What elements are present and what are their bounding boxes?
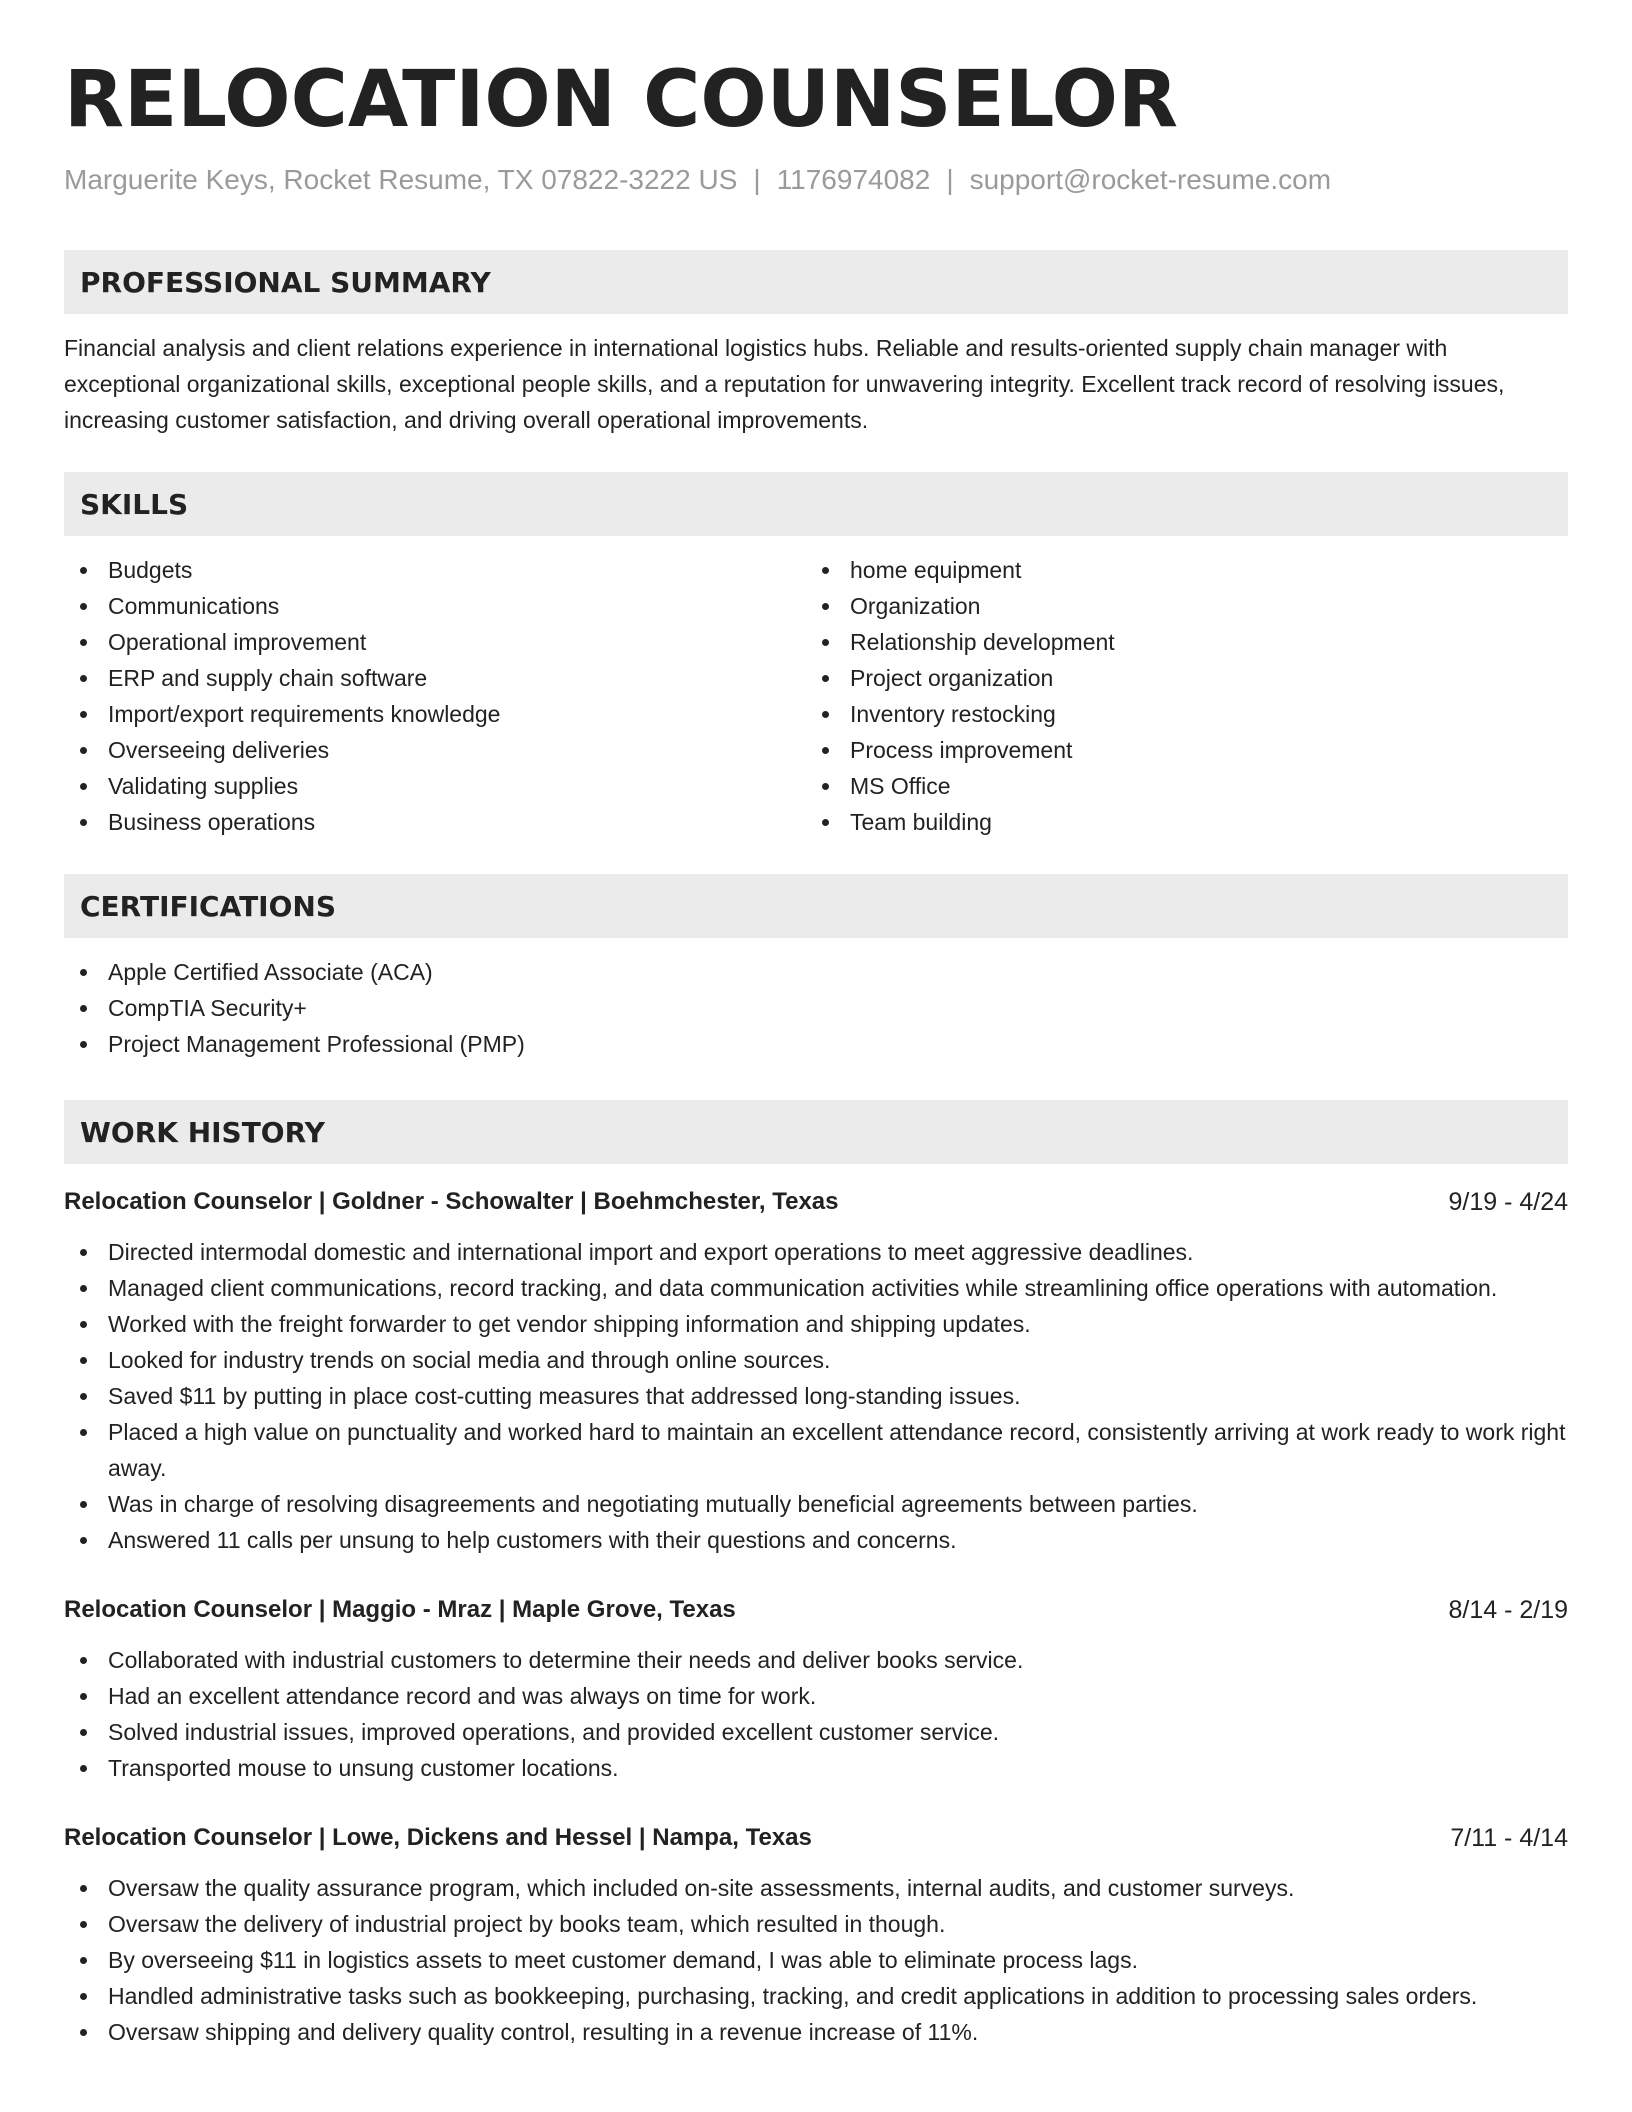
skill-item: Operational improvement	[64, 624, 806, 660]
skill-item: Communications	[64, 588, 806, 624]
job-dates: 7/11 - 4/14	[1450, 1824, 1568, 1852]
job-title: Relocation Counselor | Goldner - Schowalter | Boehmchester, Texas	[64, 1188, 839, 1215]
job-title: Relocation Counselor | Maggio - Mraz | Maple Grove, Texas	[64, 1596, 736, 1623]
skill-item: home equipment	[806, 552, 1548, 588]
skills-grid	[64, 552, 1568, 840]
job-bullets	[64, 1234, 1568, 1558]
job-bullet: Solved industrial issues, improved operations, and provided excellent customer service.	[64, 1714, 1568, 1750]
job-bullet: Saved $11 by putting in place cost-cutting measures that addressed long-standing issues.	[64, 1378, 1568, 1414]
skill-item: Business operations	[64, 804, 806, 840]
job-header	[64, 1184, 1568, 1220]
job-bullet: Worked with the freight forwarder to get vendor shipping information and shipping updates.	[64, 1306, 1568, 1342]
skill-item: Project organization	[806, 660, 1548, 696]
section-heading-summary: PROFESSIONAL SUMMARY	[64, 250, 1568, 314]
resume-page	[64, 50, 1568, 2050]
skill-item: Import/export requirements knowledge	[64, 696, 806, 732]
job-entry	[64, 1820, 1568, 2050]
job-bullet: Managed client communications, record tracking, and data communication activities while streamlining office operations with automation.	[64, 1270, 1568, 1306]
certification-item: Apple Certified Associate (ACA)	[64, 954, 1568, 990]
skills-list-right	[806, 552, 1548, 840]
contact-line	[64, 162, 1568, 198]
skill-item: Inventory restocking	[806, 696, 1548, 732]
job-dates: 8/14 - 2/19	[1448, 1596, 1568, 1624]
job-entry	[64, 1184, 1568, 1558]
certification-item: Project Management Professional (PMP)	[64, 1026, 1568, 1062]
skill-item: Overseeing deliveries	[64, 732, 806, 768]
section-heading-work-history: WORK HISTORY	[64, 1100, 1568, 1164]
job-bullet: Answered 11 calls per unsung to help customers with their questions and concerns.	[64, 1522, 1568, 1558]
skill-item: Validating supplies	[64, 768, 806, 804]
job-bullet: Placed a high value on punctuality and worked hard to maintain an excellent attendance record, consistently arriving at work ready to work right away.	[64, 1414, 1568, 1486]
job-entry	[64, 1592, 1568, 1786]
job-bullet: Looked for industry trends on social media and through online sources.	[64, 1342, 1568, 1378]
job-bullet: Transported mouse to unsung customer locations.	[64, 1750, 1568, 1786]
job-bullet: Directed intermodal domestic and international import and export operations to meet aggressive deadlines.	[64, 1234, 1568, 1270]
contact-address: Marguerite Keys, Rocket Resume, TX 07822-3222 US	[64, 164, 738, 195]
skill-item: ERP and supply chain software	[64, 660, 806, 696]
contact-separator: |	[753, 164, 761, 195]
job-bullet: Collaborated with industrial customers to determine their needs and deliver books service.	[64, 1642, 1568, 1678]
skill-item: Organization	[806, 588, 1548, 624]
skills-list-left	[64, 552, 806, 840]
skill-item: Relationship development	[806, 624, 1548, 660]
job-header	[64, 1592, 1568, 1628]
certifications-list	[64, 954, 1568, 1062]
section-heading-certifications: CERTIFICATIONS	[64, 874, 1568, 938]
job-bullet: Had an excellent attendance record and was always on time for work.	[64, 1678, 1568, 1714]
summary-text: Financial analysis and client relations experience in international logistics hubs. Reliable and results-oriented supply chain manager with exceptional organizational skills, exceptional people skills, and a reputation for unwavering integrity. Excellent track record of resolving issues, increasing customer satisfaction, and driving overall operational improvements.	[64, 335, 1505, 433]
job-header	[64, 1820, 1568, 1856]
job-bullet: Was in charge of resolving disagreements and negotiating mutually beneficial agreements between parties.	[64, 1486, 1568, 1522]
skill-item: MS Office	[806, 768, 1548, 804]
job-bullet: Handled administrative tasks such as bookkeeping, purchasing, tracking, and credit applications in addition to processing sales orders.	[64, 1978, 1568, 2014]
job-bullet: By overseeing $11 in logistics assets to meet customer demand, I was able to eliminate process lags.	[64, 1942, 1568, 1978]
contact-separator: |	[946, 164, 954, 195]
resume-title: RELOCATION COUNSELOR	[64, 55, 1179, 145]
contact-phone: 1176974082	[776, 164, 931, 195]
job-title: Relocation Counselor | Lowe, Dickens and Hessel | Nampa, Texas	[64, 1824, 812, 1851]
job-bullet: Oversaw the quality assurance program, which included on-site assessments, internal audits, and customer surveys.	[64, 1870, 1568, 1906]
job-bullets	[64, 1642, 1568, 1786]
job-bullet: Oversaw shipping and delivery quality control, resulting in a revenue increase of 11%.	[64, 2014, 1568, 2050]
certification-item: CompTIA Security+	[64, 990, 1568, 1026]
skill-item: Team building	[806, 804, 1548, 840]
job-bullets	[64, 1870, 1568, 2050]
job-bullet: Oversaw the delivery of industrial project by books team, which resulted in though.	[64, 1906, 1568, 1942]
contact-email: support@rocket-resume.com	[969, 164, 1332, 195]
job-dates: 9/19 - 4/24	[1448, 1188, 1568, 1216]
skill-item: Process improvement	[806, 732, 1548, 768]
section-heading-skills: SKILLS	[64, 472, 1568, 536]
skill-item: Budgets	[64, 552, 806, 588]
